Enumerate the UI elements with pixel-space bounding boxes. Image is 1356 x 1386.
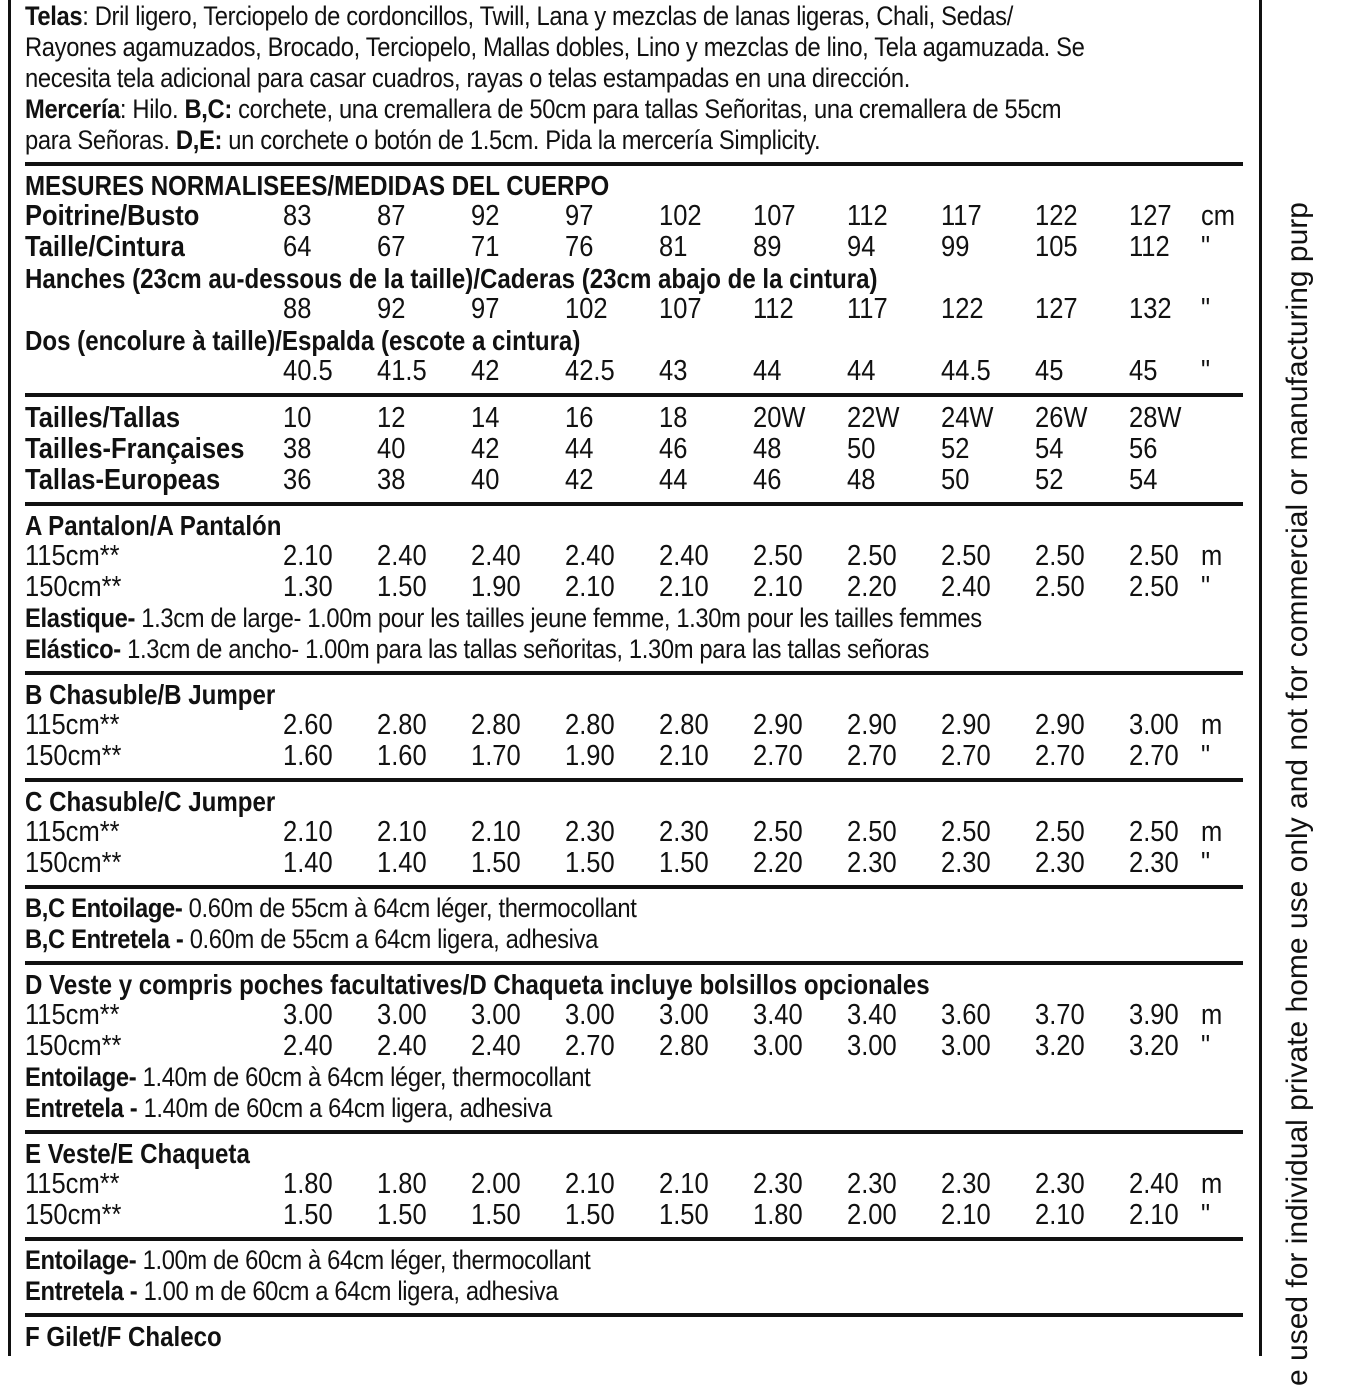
yardage-row: [25, 1169, 1243, 1200]
row-value: 112: [847, 200, 888, 232]
section-divider: [25, 778, 1243, 782]
note-line: [25, 603, 1097, 634]
row-value: 2.40: [1129, 1168, 1179, 1200]
row-value: 52: [1035, 464, 1064, 496]
row-value: 45: [1129, 355, 1158, 387]
row-value: 43: [659, 355, 688, 387]
row-unit: m: [1201, 816, 1223, 848]
hips-label: Hanches (23cm au-dessous de la taille)/Caderas (23cm abajo de la cintura): [25, 263, 878, 294]
row-value: 2.90: [1035, 709, 1085, 741]
row-value: 1.60: [377, 740, 427, 772]
row-value: 88: [283, 293, 312, 325]
row-value: 92: [377, 293, 406, 325]
row-value: 87: [377, 200, 406, 232]
row-label: 115cm**: [25, 816, 120, 848]
row-value: 3.00: [565, 999, 615, 1031]
row-unit: cm: [1201, 200, 1236, 232]
yardage-row: [25, 848, 1243, 879]
row-value: 67: [377, 231, 406, 263]
row-value: 3.20: [1035, 1030, 1085, 1062]
yardage-row: [25, 572, 1243, 603]
row-value: 1.50: [565, 847, 615, 879]
row-value: 41.5: [377, 355, 427, 387]
row-value: 2.50: [1035, 571, 1085, 603]
row-value: 2.10: [565, 1168, 615, 1200]
row-label: 150cm**: [25, 740, 122, 772]
row-value: 2.40: [377, 540, 427, 572]
yardage-row: [25, 741, 1243, 772]
row-value: 3.00: [941, 1030, 991, 1062]
row-value: 2.90: [941, 709, 991, 741]
row-value: 18: [659, 402, 688, 434]
row-value: 1.50: [377, 1199, 427, 1231]
row-value: 46: [753, 464, 782, 496]
view-section: [25, 786, 1243, 879]
row-value: 2.30: [659, 816, 709, 848]
body-measure-row: [25, 201, 1243, 232]
row-value: 2.50: [847, 816, 897, 848]
notions-section: [25, 0, 1243, 156]
row-value: 1.80: [377, 1168, 427, 1200]
row-value: 112: [1129, 231, 1170, 263]
row-value: 2.30: [1129, 847, 1179, 879]
hips-row: [25, 294, 1243, 325]
row-value: 2.10: [659, 1168, 709, 1200]
row-unit: ": [1201, 1030, 1211, 1062]
telas-line-2: Rayones agamuzados, Brocado, Terciopelo, Mallas dobles, Lino y mezclas de lino, Tela agamuzada. Se: [25, 32, 1085, 62]
row-value: 42: [471, 355, 500, 387]
merceria-line2a: para Señoras.: [25, 125, 176, 155]
row-value: 2.50: [1129, 816, 1179, 848]
row-value: 2.10: [283, 816, 333, 848]
merceria-line2b: un corchete o botón de 1.5cm. Pida la mercería Simplicity.: [222, 125, 821, 155]
section-divider: [25, 162, 1243, 166]
merceria-label: Mercería: [25, 94, 120, 124]
note-text: 1.00 m de 60cm a 64cm ligera, adhesiva: [137, 1276, 559, 1306]
row-value: 2.10: [941, 1199, 991, 1231]
row-value: 2.70: [565, 1030, 615, 1062]
note-label: Elástico-: [25, 634, 121, 664]
row-unit: m: [1201, 540, 1223, 572]
row-value: 1.50: [283, 1199, 333, 1231]
note-label: Entretela -: [25, 1093, 138, 1123]
row-value: 1.50: [659, 1199, 709, 1231]
back-label: Dos (encolure à taille)/Espalda (escote a cintura): [25, 325, 581, 356]
note-line: [25, 1093, 1097, 1124]
row-value: 2.50: [941, 816, 991, 848]
row-label: 150cm**: [25, 1199, 122, 1231]
row-unit: ": [1201, 571, 1211, 603]
row-value: 127: [1129, 200, 1172, 232]
merceria-text-2: corchete, una cremallera de 50cm para tallas Señoritas, una cremallera de 55cm: [231, 94, 1062, 124]
row-value: 44: [753, 355, 782, 387]
row-value: 45: [1035, 355, 1064, 387]
row-value: 38: [377, 464, 406, 496]
row-value: 102: [659, 200, 702, 232]
yardage-row: [25, 541, 1243, 572]
note-line: [25, 893, 1097, 924]
row-value: 54: [1035, 433, 1064, 465]
row-value: 48: [753, 433, 782, 465]
row-value: 2.70: [753, 740, 803, 772]
size-row: [25, 403, 1243, 434]
row-value: 76: [565, 231, 594, 263]
merceria-line-1: [25, 94, 1097, 125]
note-text: 1.3cm de ancho- 1.00m para las tallas señoritas, 1.30m para las tallas señoras: [120, 634, 930, 664]
size-row: [25, 434, 1243, 465]
row-value: 2.20: [753, 847, 803, 879]
row-value: 1.60: [283, 740, 333, 772]
row-value: 36: [283, 464, 312, 496]
row-value: 2.80: [565, 709, 615, 741]
yardage-row: [25, 1200, 1243, 1231]
row-value: 3.00: [471, 999, 521, 1031]
note-line: [25, 1276, 1097, 1307]
row-value: 3.90: [1129, 999, 1179, 1031]
row-unit: ": [1201, 231, 1211, 263]
row-unit: ": [1201, 293, 1211, 325]
row-value: 2.40: [471, 1030, 521, 1062]
row-value: 24W: [941, 402, 994, 434]
row-value: 2.50: [753, 540, 803, 572]
section-divider: [25, 885, 1243, 889]
section-divider: [25, 1237, 1243, 1241]
note-label: Entoilage-: [25, 1245, 137, 1275]
row-value: 40: [377, 433, 406, 465]
note-line: [25, 634, 1097, 665]
row-value: 3.00: [1129, 709, 1179, 741]
view-e-section: [25, 1138, 1243, 1231]
e-interfacing-section: [25, 1245, 1243, 1307]
row-value: 50: [941, 464, 970, 496]
row-unit: m: [1201, 999, 1223, 1031]
row-value: 3.00: [847, 1030, 897, 1062]
row-value: 2.10: [565, 571, 615, 603]
row-value: 1.50: [565, 1199, 615, 1231]
row-unit: m: [1201, 709, 1223, 741]
row-value: 105: [1035, 231, 1078, 263]
row-value: 2.80: [659, 1030, 709, 1062]
note-line: [25, 1245, 1097, 1276]
row-unit: m: [1201, 1168, 1223, 1200]
section-divider: [25, 393, 1243, 397]
row-value: 122: [941, 293, 984, 325]
row-value: 117: [941, 200, 982, 232]
row-value: 107: [753, 200, 796, 232]
row-value: 2.50: [1035, 540, 1085, 572]
row-value: 3.00: [753, 1030, 803, 1062]
row-label: Poitrine/Busto: [25, 200, 200, 232]
note-label: B,C Entoilage-: [25, 893, 183, 923]
telas-label: Telas: [25, 1, 83, 31]
row-value: 2.50: [847, 540, 897, 572]
row-value: 2.70: [941, 740, 991, 772]
note-text: 1.40m de 60cm a 64cm ligera, adhesiva: [137, 1093, 552, 1123]
row-value: 44: [659, 464, 688, 496]
row-value: 92: [471, 200, 500, 232]
row-value: 71: [471, 231, 500, 263]
row-value: 1.80: [283, 1168, 333, 1200]
row-value: 2.30: [941, 1168, 991, 1200]
row-unit: ": [1201, 355, 1211, 387]
row-label: 150cm**: [25, 847, 122, 879]
view-f-title: F Gilet/F Chaleco: [25, 1321, 222, 1352]
row-value: 2.20: [847, 571, 897, 603]
row-value: 42.5: [565, 355, 615, 387]
row-value: 1.90: [471, 571, 521, 603]
note-text: 0.60m de 55cm a 64cm ligera, adhesiva: [183, 924, 598, 954]
row-value: 2.60: [283, 709, 333, 741]
yardage-row: [25, 1031, 1243, 1062]
row-value: 1.50: [377, 571, 427, 603]
row-value: 1.40: [377, 847, 427, 879]
row-value: 10: [283, 402, 312, 434]
row-value: 3.00: [659, 999, 709, 1031]
note-text: 1.40m de 60cm à 64cm léger, thermocollant: [136, 1062, 591, 1092]
row-value: 20W: [753, 402, 806, 434]
row-value: 2.40: [471, 540, 521, 572]
view-title: B Chasuble/B Jumper: [25, 679, 276, 710]
row-value: 2.80: [377, 709, 427, 741]
section-divider: [25, 502, 1243, 506]
row-value: 44: [565, 433, 594, 465]
telas-line-1: [25, 1, 1097, 32]
row-label: Tailles-Françaises: [25, 433, 245, 465]
row-value: 50: [847, 433, 876, 465]
row-label: Taille/Cintura: [25, 231, 185, 263]
row-value: 1.70: [471, 740, 521, 772]
row-value: 3.60: [941, 999, 991, 1031]
row-value: 97: [565, 200, 594, 232]
row-value: 2.30: [847, 847, 897, 879]
row-value: 3.40: [753, 999, 803, 1031]
row-value: 2.50: [753, 816, 803, 848]
section-divider: [25, 1313, 1243, 1317]
row-value: 2.90: [753, 709, 803, 741]
row-value: 2.30: [753, 1168, 803, 1200]
merceria-bc: B,C:: [184, 94, 232, 124]
merceria-de: D,E:: [175, 125, 223, 155]
row-value: 2.30: [565, 816, 615, 848]
row-value: 1.30: [283, 571, 333, 603]
row-value: 2.10: [659, 571, 709, 603]
row-value: 44: [847, 355, 876, 387]
row-value: 46: [659, 433, 688, 465]
row-value: 3.40: [847, 999, 897, 1031]
row-value: 2.40: [377, 1030, 427, 1062]
row-value: 2.00: [471, 1168, 521, 1200]
row-value: 2.80: [471, 709, 521, 741]
row-value: 2.90: [847, 709, 897, 741]
row-unit: ": [1201, 740, 1211, 772]
row-unit: ": [1201, 847, 1211, 879]
row-label: 115cm**: [25, 1168, 120, 1200]
note-line: [25, 1062, 1097, 1093]
row-value: 1.40: [283, 847, 333, 879]
row-unit: ": [1201, 1199, 1211, 1231]
body-measurements-section: [25, 170, 1243, 387]
row-label: 150cm**: [25, 571, 122, 603]
body-measure-row: [25, 232, 1243, 263]
row-value: 2.30: [847, 1168, 897, 1200]
row-value: 16: [565, 402, 594, 434]
size-row: [25, 465, 1243, 496]
row-value: 83: [283, 200, 312, 232]
row-value: 132: [1129, 293, 1172, 325]
yardage-row: [25, 710, 1243, 741]
row-value: 107: [659, 293, 702, 325]
row-value: 40: [471, 464, 500, 496]
row-value: 1.50: [471, 1199, 521, 1231]
row-label: Tailles/Tallas: [25, 402, 181, 434]
row-value: 2.50: [1035, 816, 1085, 848]
row-value: 28W: [1129, 402, 1182, 434]
row-label: 150cm**: [25, 1030, 122, 1062]
pattern-envelope-back: [25, 0, 1243, 1352]
view-e-title: E Veste/E Chaqueta: [25, 1138, 250, 1169]
row-value: 3.00: [377, 999, 427, 1031]
row-value: 1.90: [565, 740, 615, 772]
row-label: 115cm**: [25, 540, 120, 572]
row-value: 38: [283, 433, 312, 465]
row-value: 54: [1129, 464, 1158, 496]
row-value: 56: [1129, 433, 1158, 465]
row-value: 2.10: [377, 816, 427, 848]
telas-text: : Dril ligero, Terciopelo de cordoncillos, Twill, Lana y mezclas de lanas ligeras, Chali, Sedas/: [82, 1, 1013, 31]
row-value: 2.40: [659, 540, 709, 572]
row-value: 117: [847, 293, 888, 325]
row-value: 2.10: [1129, 1199, 1179, 1231]
row-value: 97: [471, 293, 500, 325]
bc-interfacing-section: [25, 893, 1243, 955]
sizes-section: [25, 401, 1243, 496]
row-value: 2.30: [941, 847, 991, 879]
view-section: [25, 679, 1243, 772]
row-value: 1.50: [659, 847, 709, 879]
row-value: 2.10: [659, 740, 709, 772]
section-divider: [25, 961, 1243, 965]
row-value: 42: [471, 433, 500, 465]
view-title: C Chasuble/C Jumper: [25, 786, 276, 817]
row-value: 2.50: [1129, 571, 1179, 603]
row-value: 2.50: [941, 540, 991, 572]
row-value: 99: [941, 231, 970, 263]
row-label: 115cm**: [25, 999, 120, 1031]
row-value: 40.5: [283, 355, 333, 387]
row-value: 3.00: [283, 999, 333, 1031]
telas-line-3: necesita tela adicional para casar cuadros, rayas o telas estampadas en una dirección.: [25, 63, 911, 93]
row-value: 112: [753, 293, 794, 325]
row-value: 2.10: [1035, 1199, 1085, 1231]
row-value: 2.10: [283, 540, 333, 572]
row-value: 2.40: [941, 571, 991, 603]
row-value: 2.80: [659, 709, 709, 741]
body-measurements-title: MESURES NORMALISEES/MEDIDAS DEL CUERPO: [25, 170, 610, 201]
row-value: 1.50: [471, 847, 521, 879]
row-value: 127: [1035, 293, 1078, 325]
merceria-text: : Hilo.: [119, 94, 185, 124]
note-text: 1.3cm de large- 1.00m pour les tailles jeune femme, 1.30m pour les tailles femmes: [135, 603, 982, 633]
view-d-title: D Veste y compris poches facultatives/D Chaqueta incluye bolsillos opcionales: [25, 969, 930, 1000]
note-line: [25, 924, 1097, 955]
note-label: B,C Entretela -: [25, 924, 184, 954]
note-label: Entretela -: [25, 1276, 138, 1306]
row-value: 81: [659, 231, 688, 263]
view-d-section: [25, 969, 1243, 1124]
row-value: 42: [565, 464, 594, 496]
view-section: [25, 510, 1243, 665]
row-value: 2.30: [1035, 847, 1085, 879]
row-value: 102: [565, 293, 608, 325]
row-value: 48: [847, 464, 876, 496]
view-title: A Pantalon/A Pantalón: [25, 510, 282, 541]
row-value: 3.20: [1129, 1030, 1179, 1062]
row-value: 2.10: [753, 571, 803, 603]
row-value: 122: [1035, 200, 1078, 232]
row-value: 52: [941, 433, 970, 465]
row-value: 2.00: [847, 1199, 897, 1231]
row-value: 44.5: [941, 355, 991, 387]
note-label: Elastique-: [25, 603, 136, 633]
row-value: 64: [283, 231, 312, 263]
row-value: 14: [471, 402, 500, 434]
row-value: 26W: [1035, 402, 1088, 434]
row-value: 94: [847, 231, 876, 263]
back-row: [25, 356, 1243, 387]
row-label: 115cm**: [25, 709, 120, 741]
row-value: 22W: [847, 402, 900, 434]
row-label: Tallas-Europeas: [25, 464, 221, 496]
row-value: 1.80: [753, 1199, 803, 1231]
note-text: 0.60m de 55cm à 64cm léger, thermocollant: [182, 893, 637, 923]
copyright-side-note: [1278, 0, 1318, 1386]
row-value: 89: [753, 231, 782, 263]
row-value: 2.70: [847, 740, 897, 772]
row-value: 3.70: [1035, 999, 1085, 1031]
side-note-text: e used for individual private home use only and not for commercial or manufacturing purp: [1281, 202, 1314, 1386]
note-text: 1.00m de 60cm à 64cm léger, thermocollant: [136, 1245, 591, 1275]
row-value: 2.30: [1035, 1168, 1085, 1200]
yardage-row: [25, 817, 1243, 848]
section-divider: [25, 671, 1243, 675]
row-value: 2.50: [1129, 540, 1179, 572]
right-border-rule: [1259, 0, 1262, 1356]
section-divider: [25, 1130, 1243, 1134]
note-label: Entoilage-: [25, 1062, 137, 1092]
yardage-row: [25, 1000, 1243, 1031]
row-value: 12: [377, 402, 406, 434]
row-value: 2.70: [1035, 740, 1085, 772]
merceria-line-2: [25, 125, 1097, 156]
row-value: 2.70: [1129, 740, 1179, 772]
row-value: 2.10: [471, 816, 521, 848]
row-value: 2.40: [565, 540, 615, 572]
left-border-rule: [8, 0, 11, 1356]
row-value: 2.40: [283, 1030, 333, 1062]
